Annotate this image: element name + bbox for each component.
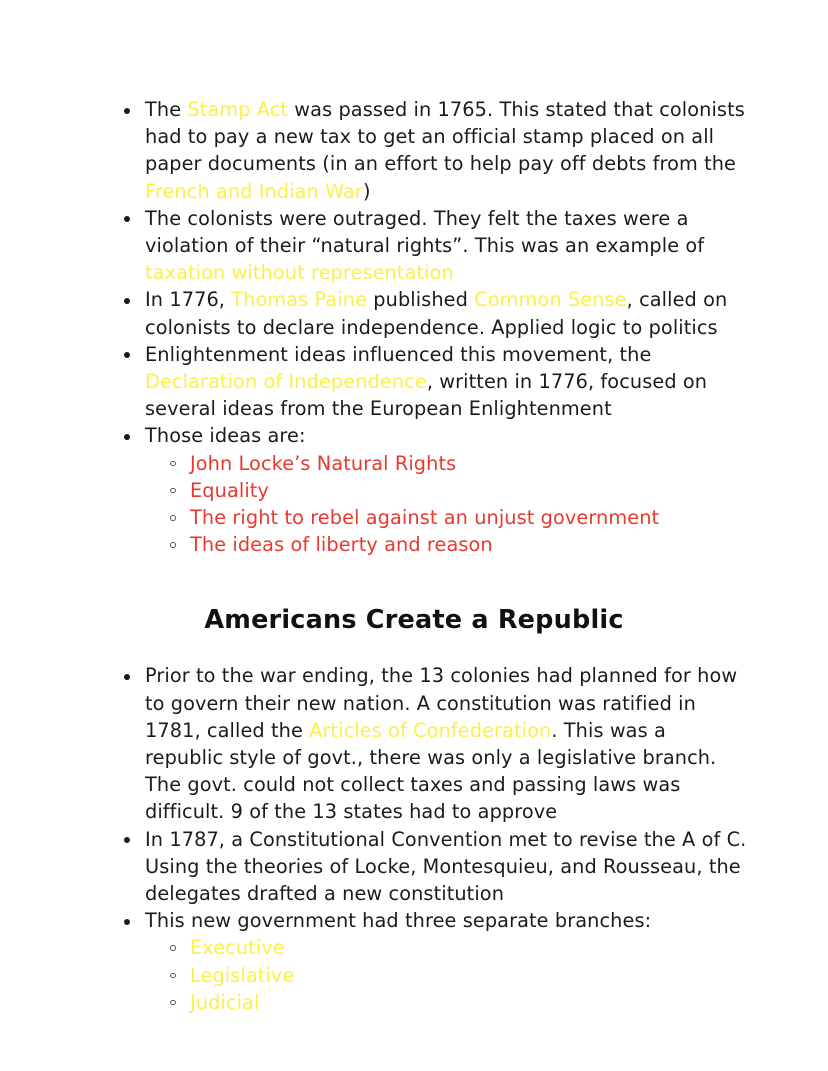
text-run: . This was a republic style of govt., there was only a legislative branch. The govt. could not collect taxes and passing laws was difficult. 9 of the 13 states had to approve bbox=[145, 718, 717, 824]
text-run: published bbox=[367, 288, 475, 312]
section2-sub-bullet-list bbox=[118, 934, 750, 1016]
highlight-taxation-without-representation: taxation without representation bbox=[145, 261, 454, 285]
text-run: John Locke’s Natural Rights bbox=[190, 451, 457, 475]
text-run: ) bbox=[362, 179, 371, 203]
text-run: In 1787, a Constitutional Convention met to revise the A of C. Using the theories of Locke, Montesquieu, and Rousseau, the delegates drafted a new constitution bbox=[145, 827, 747, 906]
highlight-common-sense: Common Sense bbox=[474, 288, 627, 312]
section2-bullet-list bbox=[118, 662, 750, 934]
spacer bbox=[118, 636, 750, 662]
text-run: The ideas of liberty and reason bbox=[190, 533, 493, 557]
text-run: Those ideas are: bbox=[145, 424, 306, 448]
bullet-those-ideas-are bbox=[118, 422, 750, 449]
text-run: Legislative bbox=[190, 963, 295, 987]
bullet-constitutional-convention bbox=[118, 826, 750, 908]
bullet-stamp-act bbox=[118, 96, 750, 205]
highlight-declaration-of-independence: Declaration of Independence bbox=[145, 370, 427, 394]
sub-bullet-liberty-and-reason bbox=[169, 531, 750, 558]
spacer bbox=[118, 558, 750, 564]
text-run: Prior to the war ending, the 13 colonies had planned for how to govern their new nation. A constitution was ratified in 1781, called the bbox=[145, 664, 738, 742]
bullet-articles-of-confederation bbox=[118, 662, 750, 825]
sub-bullet-executive bbox=[169, 934, 750, 961]
text-run: This new government had three separate branches: bbox=[145, 909, 652, 933]
bullet-colonists-outraged bbox=[118, 205, 750, 287]
highlight-thomas-paine: Thomas Paine bbox=[231, 288, 368, 312]
highlight-french-and-indian-war: French and Indian War bbox=[145, 179, 363, 203]
sub-bullet-equality bbox=[169, 477, 750, 504]
sub-bullet-natural-rights bbox=[169, 450, 750, 477]
sub-bullet-legislative bbox=[169, 962, 750, 989]
text-run: The bbox=[145, 98, 188, 121]
notes-body bbox=[118, 96, 750, 1016]
highlight-articles-of-confederation: Articles of Confederation bbox=[309, 718, 552, 742]
section-heading-americans-create-a-republic: Americans Create a Republic bbox=[204, 605, 624, 636]
section1-bullet-list bbox=[118, 96, 750, 450]
sub-bullet-judicial bbox=[169, 989, 750, 1016]
text-run: Judicial bbox=[190, 990, 260, 1014]
text-run: Enlightenment ideas influenced this movement, the bbox=[145, 342, 652, 366]
bullet-common-sense bbox=[118, 286, 750, 340]
text-run: In 1776, bbox=[145, 288, 232, 312]
text-run: was passed in 1765. This stated that colonists had to pay a new tax to get an official stamp placed on all paper documents (in an effort to help pay off debts from the bbox=[145, 98, 745, 176]
highlight-stamp-act: Stamp Act bbox=[187, 98, 289, 121]
text-run: The colonists were outraged. They felt the taxes were a violation of their “natural rights”. This was an example of bbox=[145, 206, 705, 258]
text-run: , written in 1776, focused on several ideas from the European Enlightenment bbox=[145, 370, 708, 421]
text-run: The right to rebel against an unjust government bbox=[190, 506, 660, 530]
text-run: Equality bbox=[190, 478, 269, 502]
bullet-declaration-of-independence bbox=[118, 341, 750, 423]
section1-sub-bullet-list bbox=[118, 450, 750, 559]
text-run: Executive bbox=[190, 936, 285, 960]
bullet-three-branches bbox=[118, 907, 750, 934]
text-run: , called on colonists to declare independence. Applied logic to politics bbox=[145, 288, 728, 339]
sub-bullet-right-to-rebel bbox=[169, 504, 750, 531]
